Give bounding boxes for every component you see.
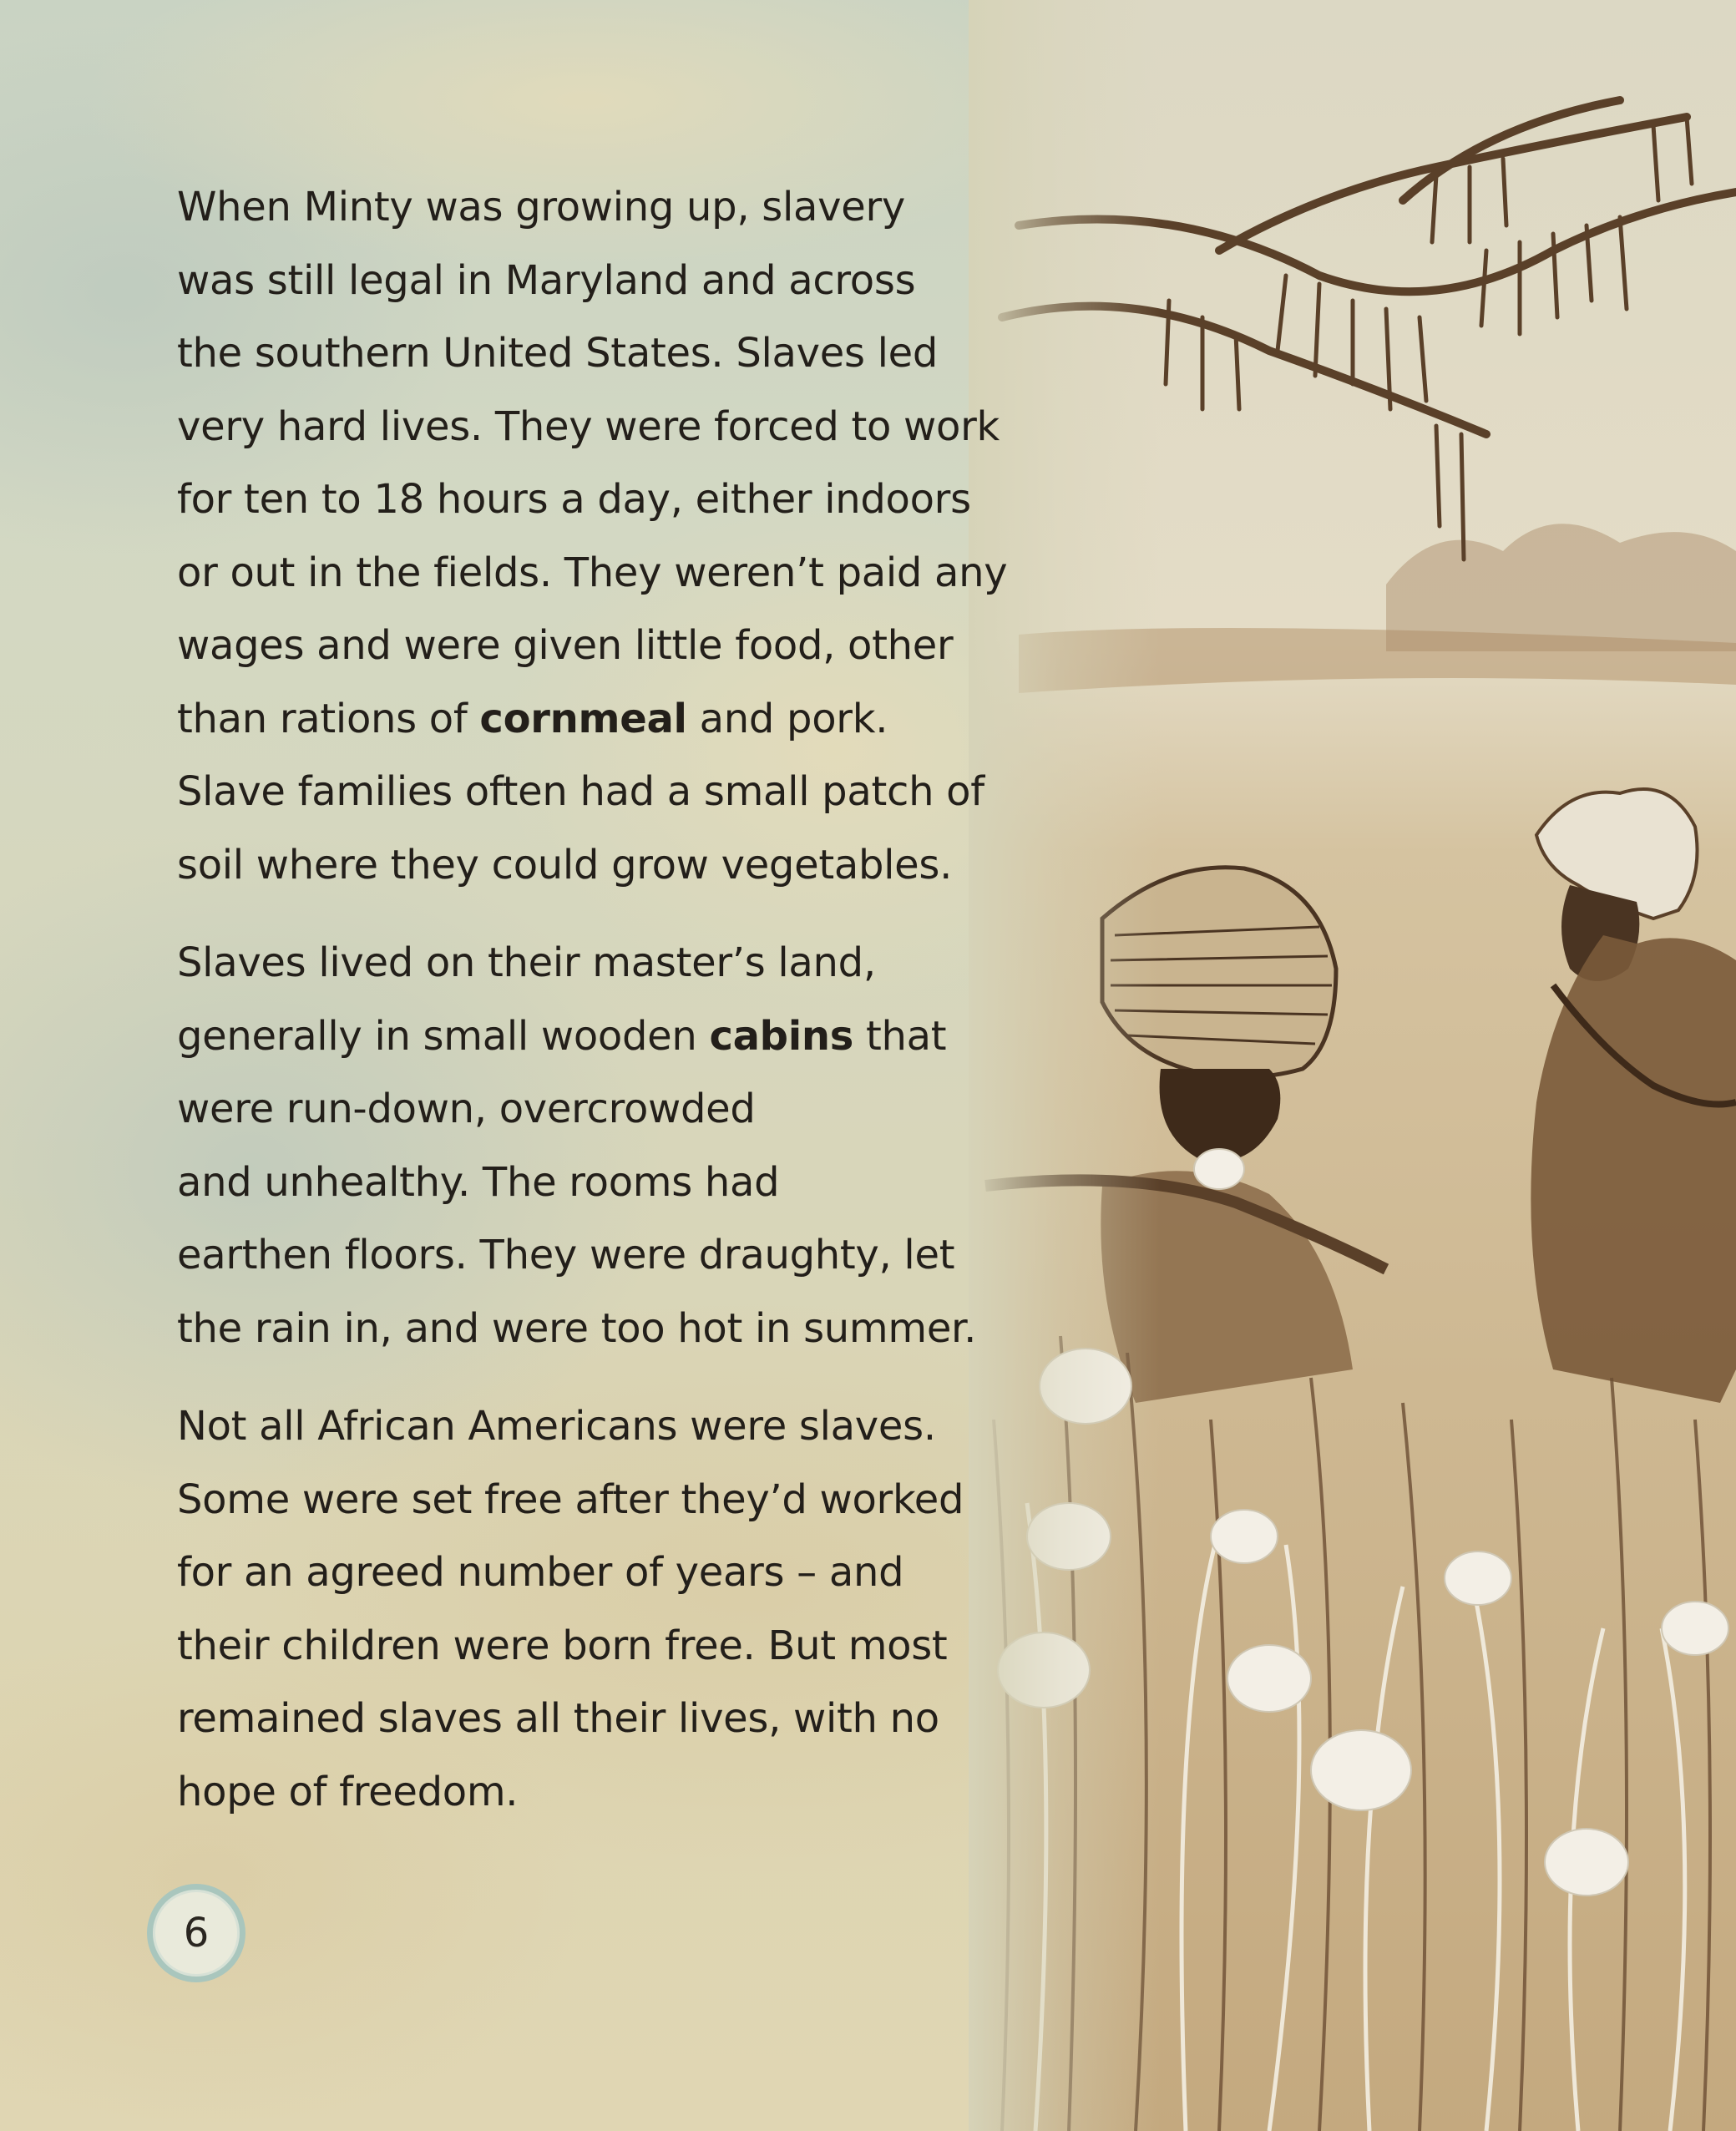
text-line: was still legal in Maryland and across — [177, 256, 916, 304]
text-segment: and pork. — [686, 695, 888, 742]
paragraph-2 — [177, 927, 1012, 1365]
text-line: hope of freedom. — [177, 1768, 519, 1815]
text-line: their children were born free. But most — [177, 1622, 948, 1669]
paragraph-1 — [177, 171, 1012, 902]
text-segment: generally in small wooden — [177, 1012, 710, 1060]
text-line: wages and were given little food, other — [177, 622, 954, 669]
text-line: very hard lives. They were forced to work — [177, 402, 1000, 450]
text-line: for an agreed number of years – and — [177, 1549, 904, 1596]
text-line: Slave families often had a small patch of — [177, 768, 984, 815]
text-line: Slaves lived on their master’s land, — [177, 939, 876, 986]
text-line: were run-down, overcrowded — [177, 1086, 756, 1132]
text-line — [177, 1000, 1012, 1074]
text-line: remained slaves all their lives, with no — [177, 1695, 939, 1742]
glossary-term-cabins: cabins — [709, 1012, 854, 1060]
body-text — [177, 171, 1012, 1854]
text-line: soil where they could grow vegetables. — [177, 841, 953, 888]
text-line: Not all African Americans were slaves. — [177, 1403, 936, 1450]
text-line: or out in the fields. They weren’t paid any — [177, 549, 1008, 596]
text-line: the southern United States. Slaves led — [177, 330, 939, 377]
text-line: for ten to 18 hours a day, either indoors — [177, 476, 971, 523]
paragraph-3 — [177, 1390, 1012, 1829]
page-number-badge: 6 — [147, 1884, 245, 1982]
text-line: Some were set free after they’d worked — [177, 1476, 964, 1523]
text-line: the rain in, and were too hot in summer. — [177, 1304, 977, 1352]
text-segment: that — [853, 1012, 947, 1060]
text-line: and unhealthy. The rooms had — [177, 1158, 780, 1206]
glossary-term-cornmeal: cornmeal — [479, 695, 687, 742]
text-line — [177, 683, 1012, 757]
text-segment: than rations of — [177, 695, 480, 742]
text-line: When Minty was growing up, slavery — [177, 184, 905, 230]
text-line: earthen floors. They were draughty, let — [177, 1232, 955, 1278]
cotton-field-illustration — [969, 0, 1736, 2131]
